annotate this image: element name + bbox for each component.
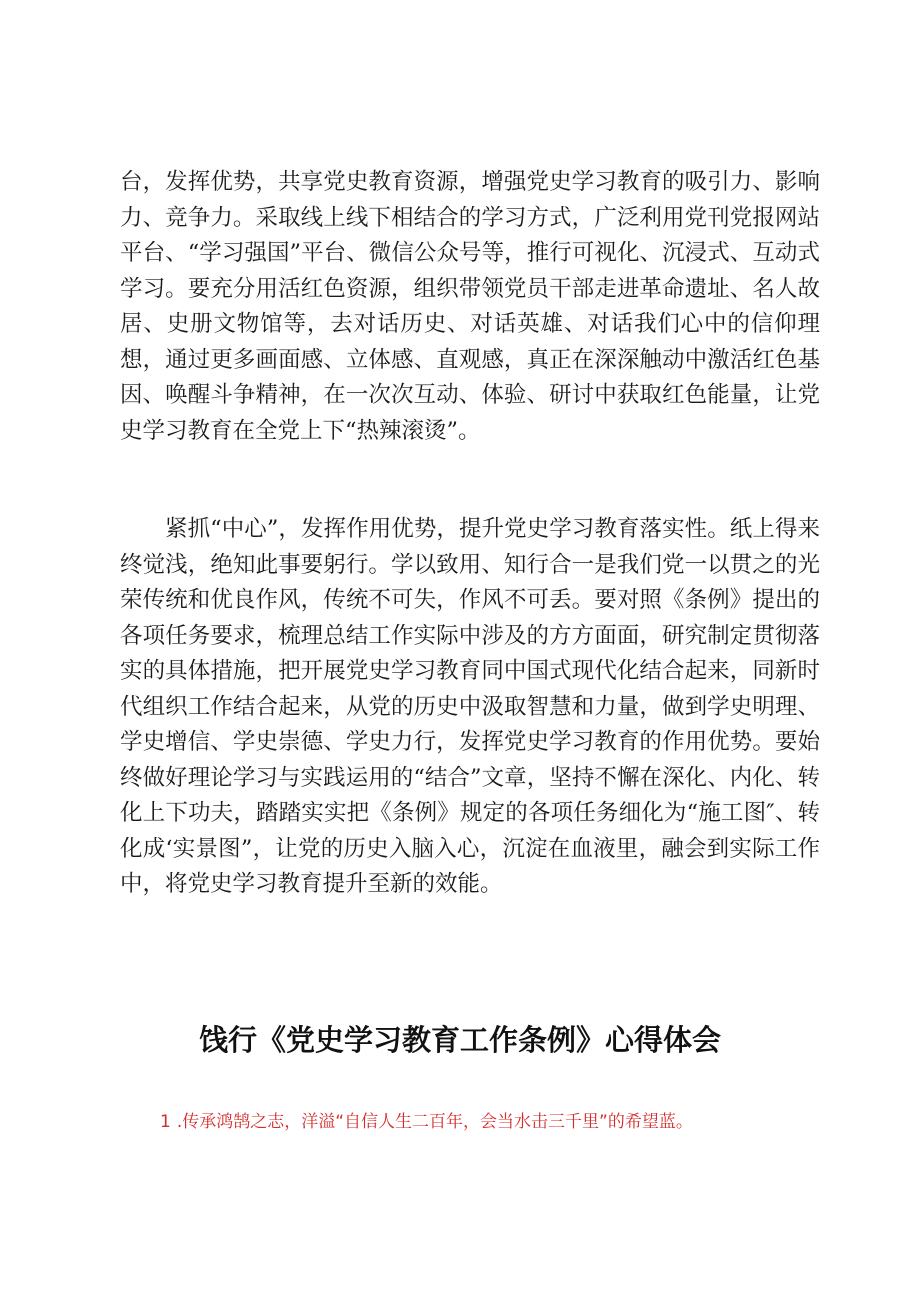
body-paragraph-2: 紧抓“中心”，发挥作用优势，提升党史学习教育落实性。纸上得来终觉浅，绝知此事要躬行。学以致用、知行合一是我们党一以贯之的光荣传统和优良作风，传统不可失，作风不可丢。要对照《条例》提出的各项任务要求，梳理总结工作实际中涉及的方方面面，研究制定贯彻落实的具体措施，把开展党史学习教育同中国式现代化结合起来，同新时代组织工作结合起来，从党的历史中汲取智慧和力量，做到学史明理、学史增信、学史崇德、学史力行，发挥党史学习教育的作用优势。要始终做好理论学习与实践运用的“结合”文章，坚持不懈在深化、内化、转化上下功夫，踏踏实实把《条例》规定的各项任务细化为“施工图″、转化成‘实景图”，让党的历史入脑入心，沉淀在血液里，融会到实际工作中，将党史学习教育提升至新的效能。 <box>120 516 820 897</box>
numbered-red-item <box>160 1109 693 1135</box>
section-heading: 饯行《党史学习教育工作条例》心得体会 <box>198 1023 721 1057</box>
item-text: .传承鸿鹄之志，洋溢“自信人生二百年，会当水击三千里”的希望蓝。 <box>176 1112 693 1132</box>
item-number: 1 <box>160 1112 171 1132</box>
body-paragraph-1: 台，发挥优势，共享党史教育资源，增强党史学习教育的吸引力、影响力、竞争力。采取线上线下相结合的学习方式，广泛利用党刊党报网站平台、“学习强国”平台、微信公众号等，推行可视化、沉浸式、互动式学习。要充分用活红色资源，组织带领党员干部走进革命遗址、名人故居、史册文物馆等，去对话历史、对话英雄、对话我们心中的信仰理想，通过更多画面感、立体感、直观感，真正在深深触动中激活红色基因、唤醒斗争精神，在一次次互动、体验、研讨中获取红色能量，让党史学习教育在全党上下“热辣滚烫”。 <box>120 169 820 444</box>
